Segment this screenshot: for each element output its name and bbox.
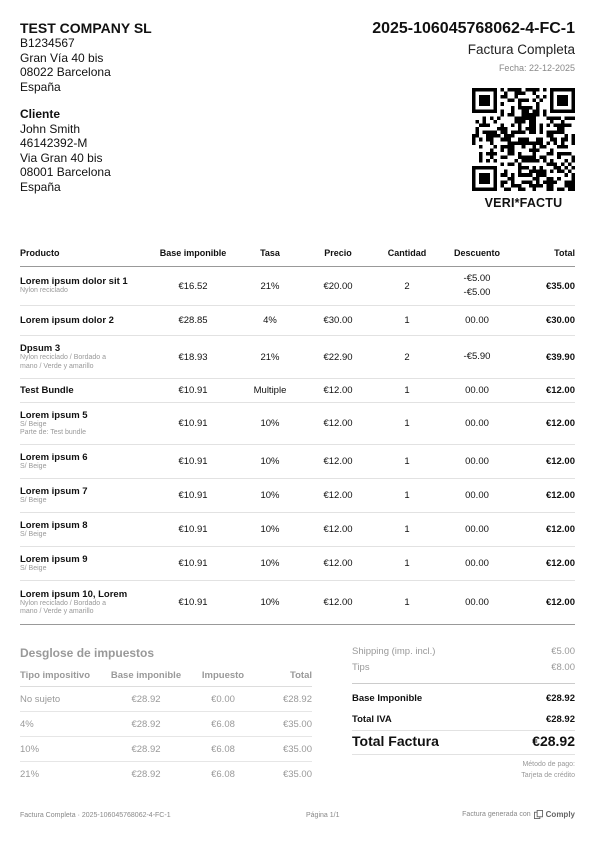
quantity-cell: 1 xyxy=(372,581,442,625)
quantity-cell: 1 xyxy=(372,445,442,479)
base-label: Base Imponible xyxy=(352,693,423,704)
total-cell: €12.00 xyxy=(512,403,575,445)
tax-row xyxy=(20,687,312,712)
total-label: Total Factura xyxy=(352,733,439,749)
discount-cell xyxy=(442,445,512,479)
total-cell: €39.90 xyxy=(512,336,575,379)
discount-cell xyxy=(442,267,512,306)
product-cell xyxy=(20,547,150,581)
product-cell xyxy=(20,445,150,479)
product-name: Lorem ipsum dolor sit 1 xyxy=(20,276,128,288)
items-table-header xyxy=(20,240,575,267)
payment-method xyxy=(521,759,575,781)
table-row xyxy=(20,547,575,581)
tax-row xyxy=(20,762,312,787)
client-tax-id: 46142392-M xyxy=(20,136,88,150)
product-detail: Nylon reciclado xyxy=(20,287,68,295)
table-row xyxy=(20,306,575,336)
discount-cell xyxy=(442,581,512,625)
verifactu-label: VERI*FACTU xyxy=(484,196,563,210)
company-country: España xyxy=(20,79,61,94)
base-cell: €10.91 xyxy=(150,581,236,625)
summary-divider xyxy=(352,683,575,684)
col-header-rate: Tasa xyxy=(236,240,304,267)
product-cell xyxy=(20,306,150,336)
rate-cell: 21% xyxy=(236,336,304,379)
base-value: €28.92 xyxy=(545,693,575,704)
product-name: Lorem ipsum 6 xyxy=(20,451,88,463)
tax-row xyxy=(20,712,312,737)
product-detail: mano / Verde y amarillo xyxy=(20,608,94,615)
quantity-cell: 1 xyxy=(372,479,442,513)
qr-code-icon xyxy=(472,88,575,191)
rate-cell: 10% xyxy=(236,513,304,547)
client-name: John Smith xyxy=(20,121,81,136)
product-detail: Parte de: Test bundle xyxy=(20,429,87,436)
invoice-date: Fecha: 22-12-2025 xyxy=(498,63,575,73)
rate-cell: 10% xyxy=(236,403,304,445)
summary-base xyxy=(352,693,575,704)
discount-value: 00.00 xyxy=(465,596,489,608)
shipping-label: Shipping (imp. incl.) xyxy=(352,646,436,657)
col-header-product: Producto xyxy=(20,240,150,267)
client-label: Cliente xyxy=(20,107,61,121)
product-cell xyxy=(20,336,150,379)
tips-value: €8.00 xyxy=(551,662,575,673)
footer-generated-label: Factura generada con xyxy=(462,811,531,818)
table-row xyxy=(20,403,575,445)
tax-cell: €28.92 xyxy=(131,768,161,780)
table-row xyxy=(20,267,575,306)
summary-divider xyxy=(352,754,575,755)
product-detail: S/ Beige xyxy=(20,530,47,538)
product-detail: Nylon reciclado / Bordado a xyxy=(20,354,106,361)
tax-col-tax: Impuesto xyxy=(190,664,256,687)
price-cell: €20.00 xyxy=(304,267,372,306)
discount-value: -€5.00 xyxy=(463,287,491,298)
quantity-cell: 1 xyxy=(372,513,442,547)
product-name: Lorem ipsum 10, Lorem xyxy=(20,588,128,600)
client-country: España xyxy=(20,179,61,194)
summary-divider xyxy=(352,730,575,731)
tax-cell: €6.08 xyxy=(190,737,256,762)
tax-cell: €0.00 xyxy=(190,687,256,712)
tips-label: Tips xyxy=(352,662,370,673)
discount-value: 00.00 xyxy=(465,417,489,429)
product-name: Test Bundle xyxy=(20,385,74,396)
payment-value: Tarjeta de crédito xyxy=(521,772,575,779)
summary-tips xyxy=(352,662,575,673)
quantity-cell: 2 xyxy=(372,336,442,379)
total-cell: €30.00 xyxy=(512,306,575,336)
product-cell xyxy=(20,581,150,625)
discount-cell xyxy=(442,403,512,445)
company-city: 08022 Barcelona xyxy=(20,65,111,79)
rate-cell: 4% xyxy=(236,306,304,336)
base-cell: €16.52 xyxy=(150,267,236,306)
summary-total xyxy=(352,733,575,749)
total-cell: €12.00 xyxy=(512,445,575,479)
tax-row xyxy=(20,737,312,762)
payment-label: Método de pago: xyxy=(522,761,575,768)
tax-cell: 21% xyxy=(20,768,40,780)
product-name: Lorem ipsum dolor 2 xyxy=(20,315,114,326)
total-cell: €12.00 xyxy=(512,379,575,403)
iva-value: €28.92 xyxy=(545,714,575,725)
rate-cell: 10% xyxy=(236,547,304,581)
product-detail: S/ Beige xyxy=(20,496,47,504)
tax-cell: €28.92 xyxy=(102,737,190,762)
client-info xyxy=(20,107,111,194)
discount-value: 00.00 xyxy=(465,314,489,326)
client-city: 08001 Barcelona xyxy=(20,165,111,179)
price-cell: €12.00 xyxy=(304,513,372,547)
comply-logo-icon xyxy=(534,810,543,819)
product-cell xyxy=(20,379,150,403)
invoice-number: 2025-106045768062-4-FC-1 xyxy=(372,20,575,37)
tax-cell: €28.92 xyxy=(256,687,312,712)
product-name: Lorem ipsum 9 xyxy=(20,553,88,565)
shipping-value: €5.00 xyxy=(551,646,575,657)
total-cell: €35.00 xyxy=(512,267,575,306)
base-cell: €10.91 xyxy=(150,547,236,581)
tax-col-base: Base imponible xyxy=(102,664,190,687)
footer-page-number: Página 1/1 xyxy=(306,812,340,819)
tax-cell: €35.00 xyxy=(282,768,312,780)
discount-value: 00.00 xyxy=(465,455,489,467)
quantity-cell: 1 xyxy=(372,306,442,336)
product-name: Lorem ipsum 7 xyxy=(20,485,88,497)
price-cell: €12.00 xyxy=(304,479,372,513)
rate-cell: Multiple xyxy=(236,379,304,403)
table-row xyxy=(20,336,575,379)
quantity-cell: 1 xyxy=(372,547,442,581)
summary-shipping xyxy=(352,646,575,657)
col-header-discount: Descuento xyxy=(442,240,512,267)
discount-cell xyxy=(442,547,512,581)
product-cell xyxy=(20,267,150,306)
base-cell: €10.91 xyxy=(150,445,236,479)
company-name: TEST COMPANY SL xyxy=(20,20,152,36)
col-header-total: Total xyxy=(512,240,575,267)
col-header-quantity: Cantidad xyxy=(372,240,442,267)
base-cell: €18.93 xyxy=(150,336,236,379)
price-cell: €30.00 xyxy=(304,306,372,336)
product-detail: S/ Beige xyxy=(20,420,47,428)
base-cell: €10.91 xyxy=(150,479,236,513)
tax-breakdown-title: Desglose de impuestos xyxy=(20,646,155,660)
tax-cell: €6.08 xyxy=(190,712,256,737)
quantity-cell: 2 xyxy=(372,267,442,306)
discount-value: 00.00 xyxy=(465,489,489,501)
client-address: Via Gran 40 bis xyxy=(20,150,103,165)
base-cell: €28.85 xyxy=(150,306,236,336)
price-cell: €12.00 xyxy=(304,403,372,445)
tax-cell: €28.92 xyxy=(102,712,190,737)
rate-cell: 21% xyxy=(236,267,304,306)
total-cell: €12.00 xyxy=(512,581,575,625)
discount-cell xyxy=(442,513,512,547)
tax-col-type: Tipo impositivo xyxy=(20,664,102,687)
rate-cell: 10% xyxy=(236,479,304,513)
footer-brand: Comply xyxy=(545,810,575,819)
invoice-type: Factura Completa xyxy=(467,42,575,57)
rate-cell: 10% xyxy=(236,445,304,479)
price-cell: €22.90 xyxy=(304,336,372,379)
tax-cell: €35.00 xyxy=(256,712,312,737)
company-tax-id: B1234567 xyxy=(20,36,75,50)
tax-breakdown-table xyxy=(20,664,312,786)
tax-cell: €28.92 xyxy=(102,687,190,712)
discount-cell xyxy=(442,336,512,379)
discount-cell xyxy=(442,379,512,403)
product-name: Lorem ipsum 8 xyxy=(20,519,88,531)
discount-value: 00.00 xyxy=(465,384,489,396)
product-name: Dpsum 3 xyxy=(20,343,61,354)
total-cell: €12.00 xyxy=(512,479,575,513)
discount-value: 00.00 xyxy=(465,523,489,535)
base-cell: €10.91 xyxy=(150,513,236,547)
product-cell xyxy=(20,479,150,513)
table-row xyxy=(20,445,575,479)
table-row xyxy=(20,581,575,625)
discount-cell xyxy=(442,306,512,336)
company-info xyxy=(20,20,152,94)
col-header-price: Precio xyxy=(304,240,372,267)
quantity-cell: 1 xyxy=(372,403,442,445)
discount-value: 00.00 xyxy=(465,557,489,569)
tax-cell: No sujeto xyxy=(20,687,102,712)
quantity-cell: 1 xyxy=(372,379,442,403)
table-row xyxy=(20,513,575,547)
total-value: €28.92 xyxy=(532,733,575,749)
price-cell: €12.00 xyxy=(304,547,372,581)
tax-cell: €6.08 xyxy=(211,768,235,780)
discount-value: -€5.00 xyxy=(463,273,491,284)
product-detail: S/ Beige xyxy=(20,564,47,572)
price-cell: €12.00 xyxy=(304,581,372,625)
tax-table-header xyxy=(20,664,312,687)
product-detail: S/ Beige xyxy=(20,462,47,470)
footer-generated xyxy=(462,810,575,819)
items-table xyxy=(20,240,575,625)
col-header-base: Base imponible xyxy=(150,240,236,267)
footer-invoice-ref: Factura Completa · 2025-106045768062-4-FC-1 xyxy=(20,812,171,819)
discount-cell xyxy=(442,479,512,513)
iva-label: Total IVA xyxy=(352,714,392,725)
summary-iva xyxy=(352,714,575,725)
table-row xyxy=(20,479,575,513)
product-name: Lorem ipsum 5 xyxy=(20,409,88,421)
company-address: Gran Vía 40 bis xyxy=(20,50,104,65)
total-cell: €12.00 xyxy=(512,513,575,547)
discount-value: -€5.90 xyxy=(463,351,491,362)
product-cell xyxy=(20,403,150,445)
product-detail: mano / Verde y amarillo xyxy=(20,362,94,370)
base-cell: €10.91 xyxy=(150,379,236,403)
tax-cell: €35.00 xyxy=(256,737,312,762)
tax-cell: 10% xyxy=(20,737,102,762)
tax-cell: 4% xyxy=(20,712,102,737)
price-cell: €12.00 xyxy=(304,445,372,479)
base-cell: €10.91 xyxy=(150,403,236,445)
rate-cell: 10% xyxy=(236,581,304,625)
tax-col-total: Total xyxy=(256,664,312,687)
total-cell: €12.00 xyxy=(512,547,575,581)
price-cell: €12.00 xyxy=(304,379,372,403)
table-row xyxy=(20,379,575,403)
product-detail: Nylon reciclado / Bordado a xyxy=(20,599,106,607)
product-cell xyxy=(20,513,150,547)
